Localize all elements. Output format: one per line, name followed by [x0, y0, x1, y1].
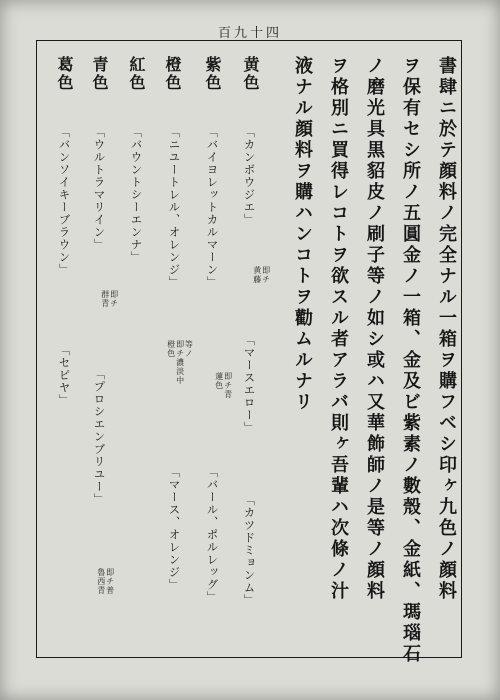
color-label-yellow: 黄色 — [241, 56, 260, 92]
color-label-orange: 橙色 — [163, 56, 182, 92]
pigment-note: 即チ 群青 — [100, 290, 119, 308]
pigment-note: 即チ普 魯西青 — [96, 568, 115, 595]
pigment-item: 「ウルトラマリイン」 — [92, 126, 107, 251]
pigment-item: 「ニユートレル、オレンジ」 — [167, 126, 182, 289]
color-label-purple: 紫色 — [203, 56, 222, 92]
pigment-note: 即チ 黄藤 — [252, 266, 271, 284]
pigment-item: 「マースエロー」 — [242, 334, 257, 434]
body-line-1: 書肆ニ於テ顔料ノ完全ナル一箱ヲ購フベシ印ヶ九色ノ顔料 — [436, 56, 457, 602]
pigment-item: 「バウントシーエンナ」 — [129, 126, 144, 264]
page-number: 百九十四 — [217, 26, 282, 41]
body-line-4: ヲ格別ニ買得レコトヲ欲スル者アラバ則ヶ吾輩ハ次條ノ汁 — [328, 56, 349, 602]
body-line-2: ヲ保有セシ所ノ五圓金ノ一箱、金及ビ紫素ノ數殼、金紙、瑪瑙石 — [400, 56, 421, 665]
color-label-brown: 葛色 — [55, 56, 74, 92]
pigment-item: 「マース、オレンジ」 — [167, 466, 182, 591]
pigment-item: 「カンボウジエ」 — [242, 126, 257, 226]
pigment-item: 「カツドミョンム」 — [242, 494, 257, 607]
body-line-3: ノ磨光具黒貂皮ノ刷子等ノ如シ或ハ又華飾師ノ是等ノ顔料 — [364, 56, 385, 602]
pigment-item: 「プロシエンブリユー」 — [92, 368, 107, 506]
pigment-note: 即チ青 蓮色 — [214, 372, 233, 399]
pigment-item: 「バンソイキーブラウン」 — [57, 126, 72, 276]
pigment-item: 「バイヨレットカルマーン」 — [205, 126, 220, 289]
pigment-item: 「セピヤ」 — [57, 344, 72, 407]
pigment-note: 等ノ 即チ濃淡中 橙色 — [166, 340, 194, 385]
pigment-item: 「バール、ポルレッグ」 — [205, 466, 220, 604]
color-label-blue: 青色 — [90, 56, 109, 92]
body-line-5: 液ナル顔料ヲ購ハンコトヲ勸ムルナリ — [292, 56, 313, 413]
color-label-red: 紅色 — [127, 56, 146, 92]
